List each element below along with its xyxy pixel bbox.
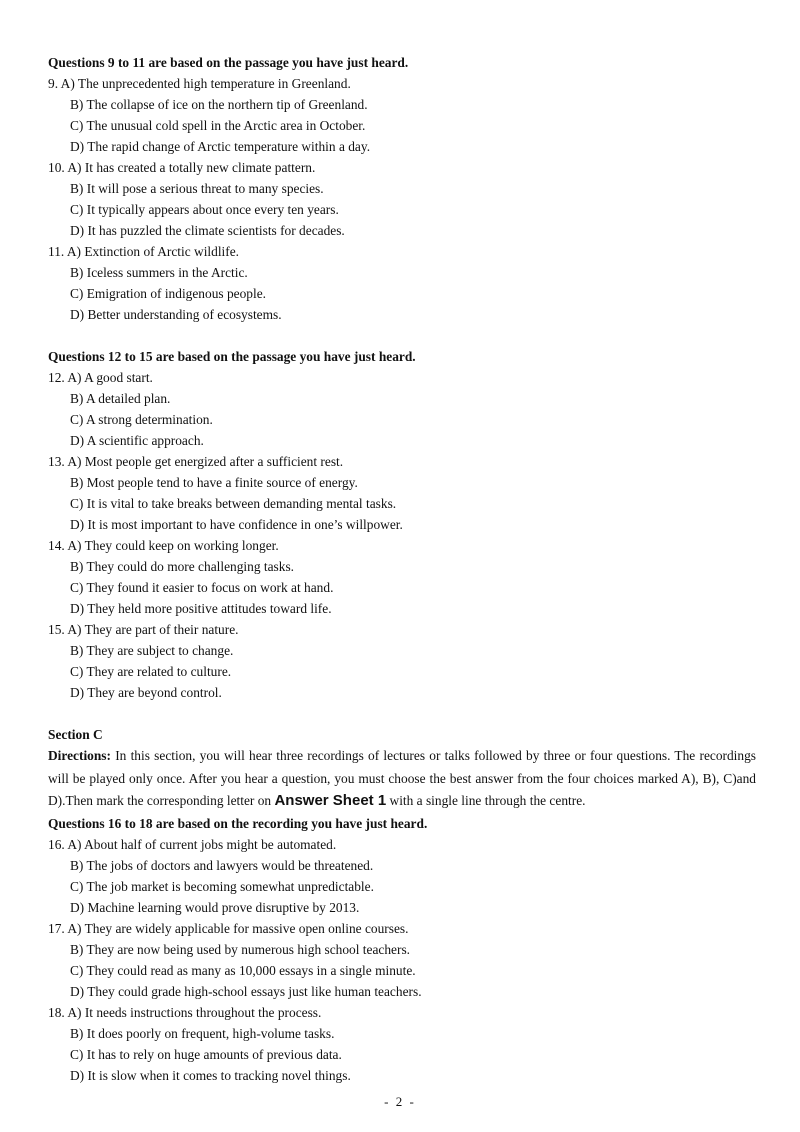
- option-a: 14. A) They could keep on working longer.: [48, 538, 279, 553]
- option-c: C) It typically appears about once every ten years.: [70, 202, 339, 217]
- section-directions: [48, 745, 756, 813]
- option-a: 16. A) About half of current jobs might be automated.: [48, 836, 337, 852]
- question-11: [48, 241, 756, 325]
- question-17: [48, 918, 756, 1002]
- option-d: D) They are beyond control.: [70, 685, 222, 700]
- option-d: D) A scientific approach.: [70, 433, 204, 448]
- question-group-heading: Questions 9 to 11 are based on the passage you have just heard.: [48, 55, 409, 70]
- section-title: Section C: [48, 727, 103, 742]
- option-a: 11. A) Extinction of Arctic wildlife.: [48, 244, 240, 259]
- option-d: D) It is slow when it comes to tracking novel things.: [70, 1067, 351, 1083]
- option-a: 15. A) They are part of their nature.: [48, 622, 239, 637]
- answer-sheet-label: Answer Sheet 1: [274, 792, 387, 810]
- option-c: C) It has to rely on huge amounts of previous data.: [70, 1046, 342, 1062]
- option-b: B) They could do more challenging tasks.: [70, 559, 294, 574]
- question-18: [48, 1002, 756, 1086]
- option-c: C) The unusual cold spell in the Arctic area in October.: [70, 118, 366, 133]
- option-b: B) Most people tend to have a finite source of energy.: [70, 475, 358, 490]
- option-d: D) They held more positive attitudes toward life.: [70, 601, 332, 616]
- option-a: 9. A) The unprecedented high temperature in Greenland.: [48, 76, 351, 91]
- question-14: [48, 535, 756, 619]
- option-b: B) It will pose a serious threat to many species.: [70, 181, 324, 196]
- directions-label: Directions:: [48, 748, 111, 763]
- option-d: D) Better understanding of ecosystems.: [70, 307, 282, 322]
- question-group-heading: Questions 12 to 15 are based on the passage you have just heard.: [48, 349, 416, 364]
- directions-text: In this section, you will hear three recordings of lectures or talks followed by three or four questions. The recordings will be played only once. After you hear a question, you must choose the best answer from the four choices marked A), B), C)and D).Then mark the corresponding letter on: [48, 748, 756, 809]
- option-a: 12. A) A good start.: [48, 370, 153, 385]
- option-d: D) It has puzzled the climate scientists for decades.: [70, 223, 345, 238]
- page-number: - 2 -: [384, 1094, 416, 1109]
- option-c: C) The job market is becoming somewhat unpredictable.: [70, 878, 374, 894]
- option-a: 17. A) They are widely applicable for massive open online courses.: [48, 920, 409, 936]
- question-12: [48, 367, 756, 451]
- option-d: D) They could grade high-school essays just like human teachers.: [70, 983, 422, 999]
- option-c: C) It is vital to take breaks between demanding mental tasks.: [70, 496, 397, 511]
- question-16: [48, 834, 756, 918]
- option-b: B) It does poorly on frequent, high-volume tasks.: [70, 1025, 335, 1041]
- option-c: C) They found it easier to focus on work at hand.: [70, 580, 334, 595]
- directions-end: with a single line through the centre.: [386, 793, 586, 809]
- option-b: B) Iceless summers in the Arctic.: [70, 265, 248, 280]
- option-a: 10. A) It has created a totally new climate pattern.: [48, 160, 316, 175]
- option-b: B) The jobs of doctors and lawyers would be threatened.: [70, 857, 374, 873]
- question-9: [48, 73, 756, 157]
- option-d: D) Machine learning would prove disruptive by 2013.: [70, 899, 360, 915]
- option-c: C) They could read as many as 10,000 essays in a single minute.: [70, 962, 416, 978]
- option-b: B) They are now being used by numerous high school teachers.: [70, 941, 411, 957]
- question-group-heading: Questions 16 to 18 are based on the recording you have just heard.: [48, 815, 428, 831]
- question-10: [48, 157, 756, 241]
- option-b: B) They are subject to change.: [70, 643, 234, 658]
- exam-page: [48, 52, 756, 1086]
- question-15: [48, 619, 756, 703]
- option-b: B) The collapse of ice on the northern tip of Greenland.: [70, 97, 368, 112]
- option-b: B) A detailed plan.: [70, 391, 171, 406]
- option-a: 13. A) Most people get energized after a sufficient rest.: [48, 454, 344, 469]
- option-d: D) It is most important to have confidence in one’s willpower.: [70, 517, 403, 532]
- option-c: C) They are related to culture.: [70, 664, 232, 679]
- option-c: C) Emigration of indigenous people.: [70, 286, 266, 301]
- option-c: C) A strong determination.: [70, 412, 213, 427]
- option-a: 18. A) It needs instructions throughout the process.: [48, 1004, 322, 1020]
- option-d: D) The rapid change of Arctic temperature within a day.: [70, 139, 371, 154]
- question-13: [48, 451, 756, 535]
